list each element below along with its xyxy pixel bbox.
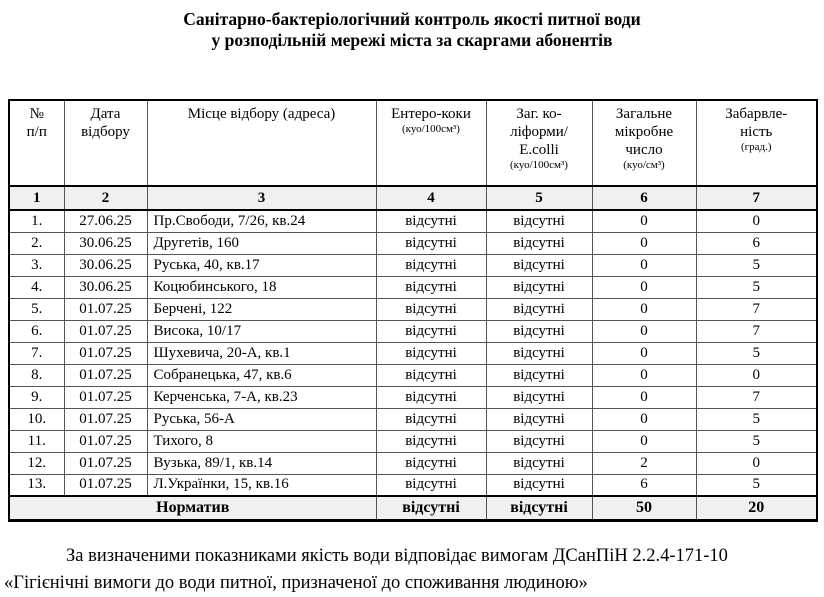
standard-row	[9, 496, 817, 520]
page-title-line2: у розподільній мережі міста за скаргами абонентів	[211, 30, 613, 50]
header-sample-date	[64, 100, 147, 186]
table-row	[9, 408, 817, 430]
coliform-cell: відсутні	[486, 386, 592, 408]
column-index-6: 6	[592, 186, 696, 210]
sample-date-cell: 01.07.25	[64, 452, 147, 474]
sample-place-cell: Руська, 40, кв.17	[147, 254, 376, 276]
header-coliform-line2: ліформи/	[510, 124, 568, 140]
header-coliform-unit: (куо/100см³)	[510, 159, 568, 171]
row-number-cell: 7.	[9, 342, 64, 364]
sample-place-cell: Пр.Свободи, 7/26, кв.24	[147, 210, 376, 232]
header-sample-date-line1: Дата	[90, 106, 121, 122]
color-grade-cell: 7	[696, 386, 817, 408]
table-row	[9, 342, 817, 364]
column-index-1: 1	[9, 186, 64, 210]
microbial-count-cell: 2	[592, 452, 696, 474]
page-title-line1: Санітарно-бактеріологічний контроль якості питної води	[183, 9, 641, 29]
table-row	[9, 452, 817, 474]
enterococci-cell: відсутні	[376, 342, 486, 364]
header-microbial-line3: число	[625, 142, 663, 158]
header-enterococci-line1: Ентеро-коки	[391, 106, 471, 122]
color-grade-cell: 5	[696, 276, 817, 298]
coliform-cell: відсутні	[486, 430, 592, 452]
header-sample-place	[147, 100, 376, 186]
microbial-count-cell: 0	[592, 254, 696, 276]
row-number-cell: 1.	[9, 210, 64, 232]
standard-color-grade: 20	[696, 496, 817, 520]
enterococci-cell: відсутні	[376, 386, 486, 408]
header-color-grade-unit: (град.)	[740, 141, 772, 153]
column-index-row	[9, 186, 817, 210]
table-row	[9, 320, 817, 342]
enterococci-cell: відсутні	[376, 254, 486, 276]
row-number-cell: 5.	[9, 298, 64, 320]
microbial-count-cell: 0	[592, 408, 696, 430]
microbial-count-cell: 0	[592, 276, 696, 298]
header-color-grade	[696, 100, 817, 186]
sample-place-cell: Другетів, 160	[147, 232, 376, 254]
microbial-count-cell: 0	[592, 364, 696, 386]
sample-place-cell: Л.Українки, 15, кв.16	[147, 474, 376, 496]
row-number-cell: 11.	[9, 430, 64, 452]
sample-date-cell: 01.07.25	[64, 320, 147, 342]
header-microbial-count	[592, 100, 696, 186]
enterococci-cell: відсутні	[376, 474, 486, 496]
color-grade-cell: 6	[696, 232, 817, 254]
row-number-cell: 13.	[9, 474, 64, 496]
standard-enterococci: відсутні	[376, 496, 486, 520]
microbial-count-cell: 0	[592, 342, 696, 364]
table-row	[9, 386, 817, 408]
enterococci-cell: відсутні	[376, 276, 486, 298]
color-grade-cell: 5	[696, 254, 817, 276]
header-enterococci	[376, 100, 486, 186]
sample-place-cell: Вузька, 89/1, кв.14	[147, 452, 376, 474]
row-number-cell: 8.	[9, 364, 64, 386]
table-row	[9, 232, 817, 254]
color-grade-cell: 0	[696, 452, 817, 474]
enterococci-cell: відсутні	[376, 232, 486, 254]
microbial-count-cell: 0	[592, 320, 696, 342]
row-number-cell: 10.	[9, 408, 64, 430]
compliance-footnote-line1: За визначеними показниками якість води відповідає вимогам ДСанПіН 2.2.4-171-10	[66, 546, 728, 566]
sample-date-cell: 30.06.25	[64, 254, 147, 276]
coliform-cell: відсутні	[486, 298, 592, 320]
table-row	[9, 254, 817, 276]
header-row-number-line1: №	[29, 106, 44, 122]
header-color-grade-line2: ність	[740, 124, 773, 140]
coliform-cell: відсутні	[486, 364, 592, 386]
enterococci-cell: відсутні	[376, 210, 486, 232]
table-row	[9, 298, 817, 320]
coliform-cell: відсутні	[486, 408, 592, 430]
sample-date-cell: 01.07.25	[64, 342, 147, 364]
sample-date-cell: 01.07.25	[64, 474, 147, 496]
sample-place-cell: Висока, 10/17	[147, 320, 376, 342]
coliform-cell: відсутні	[486, 320, 592, 342]
microbial-count-cell: 6	[592, 474, 696, 496]
header-row-number-line2: п/п	[26, 124, 47, 140]
enterococci-cell: відсутні	[376, 408, 486, 430]
header-microbial-line1: Загальне	[615, 106, 673, 122]
table-row	[9, 364, 817, 386]
standard-label: Норматив	[9, 496, 376, 520]
sample-date-cell: 01.07.25	[64, 408, 147, 430]
table-header-row	[9, 100, 817, 186]
color-grade-cell: 7	[696, 320, 817, 342]
table-row	[9, 210, 817, 232]
header-enterococci-unit: (куо/100см³)	[402, 123, 460, 135]
sample-place-cell: Коцюбинського, 18	[147, 276, 376, 298]
microbial-count-cell: 0	[592, 430, 696, 452]
microbial-count-cell: 0	[592, 386, 696, 408]
sample-date-cell: 01.07.25	[64, 298, 147, 320]
coliform-cell: відсутні	[486, 276, 592, 298]
coliform-cell: відсутні	[486, 210, 592, 232]
column-index-5: 5	[486, 186, 592, 210]
color-grade-cell: 5	[696, 474, 817, 496]
microbial-count-cell: 0	[592, 210, 696, 232]
header-coliform	[486, 100, 592, 186]
coliform-cell: відсутні	[486, 474, 592, 496]
column-index-2: 2	[64, 186, 147, 210]
standard-coliform: відсутні	[486, 496, 592, 520]
enterococci-cell: відсутні	[376, 430, 486, 452]
table-row	[9, 474, 817, 496]
coliform-cell: відсутні	[486, 342, 592, 364]
sample-date-cell: 01.07.25	[64, 364, 147, 386]
coliform-cell: відсутні	[486, 232, 592, 254]
microbial-count-cell: 0	[592, 298, 696, 320]
color-grade-cell: 0	[696, 210, 817, 232]
compliance-footnote-line2: «Гігієнічні вимоги до води питної, призначеної до споживання людиною»	[4, 573, 588, 593]
column-index-3: 3	[147, 186, 376, 210]
table-body	[9, 210, 817, 496]
header-coliform-line3: E.colli	[519, 142, 559, 158]
header-microbial-unit: (куо/см³)	[623, 159, 665, 171]
enterococci-cell: відсутні	[376, 364, 486, 386]
color-grade-cell: 7	[696, 298, 817, 320]
sample-date-cell: 01.07.25	[64, 386, 147, 408]
color-grade-cell: 5	[696, 430, 817, 452]
header-color-grade-line1: Забарвле-	[725, 106, 788, 122]
color-grade-cell: 0	[696, 364, 817, 386]
sample-place-cell: Берчені, 122	[147, 298, 376, 320]
water-quality-table	[8, 99, 818, 522]
sample-place-cell: Керченська, 7-А, кв.23	[147, 386, 376, 408]
column-index-4: 4	[376, 186, 486, 210]
standard-microbial: 50	[592, 496, 696, 520]
enterococci-cell: відсутні	[376, 452, 486, 474]
column-index-7: 7	[696, 186, 817, 210]
compliance-footnote	[4, 543, 822, 597]
header-sample-place-line1: Місце відбору (адреса)	[187, 106, 336, 122]
microbial-count-cell: 0	[592, 232, 696, 254]
sample-place-cell: Шухевича, 20-А, кв.1	[147, 342, 376, 364]
row-number-cell: 9.	[9, 386, 64, 408]
table-row	[9, 276, 817, 298]
row-number-cell: 12.	[9, 452, 64, 474]
sample-place-cell: Тихого, 8	[147, 430, 376, 452]
color-grade-cell: 5	[696, 342, 817, 364]
row-number-cell: 6.	[9, 320, 64, 342]
sample-date-cell: 30.06.25	[64, 276, 147, 298]
row-number-cell: 4.	[9, 276, 64, 298]
header-microbial-line2: мікробне	[614, 124, 674, 140]
row-number-cell: 3.	[9, 254, 64, 276]
sample-date-cell: 01.07.25	[64, 430, 147, 452]
sample-date-cell: 30.06.25	[64, 232, 147, 254]
sample-date-cell: 27.06.25	[64, 210, 147, 232]
header-row-number	[9, 100, 64, 186]
coliform-cell: відсутні	[486, 254, 592, 276]
sample-place-cell: Руська, 56-А	[147, 408, 376, 430]
page-title	[0, 9, 824, 51]
header-coliform-line1: Заг. ко-	[516, 106, 562, 122]
color-grade-cell: 5	[696, 408, 817, 430]
table-row	[9, 430, 817, 452]
coliform-cell: відсутні	[486, 452, 592, 474]
sample-place-cell: Собранецька, 47, кв.6	[147, 364, 376, 386]
row-number-cell: 2.	[9, 232, 64, 254]
enterococci-cell: відсутні	[376, 298, 486, 320]
enterococci-cell: відсутні	[376, 320, 486, 342]
header-sample-date-line2: відбору	[81, 124, 130, 140]
